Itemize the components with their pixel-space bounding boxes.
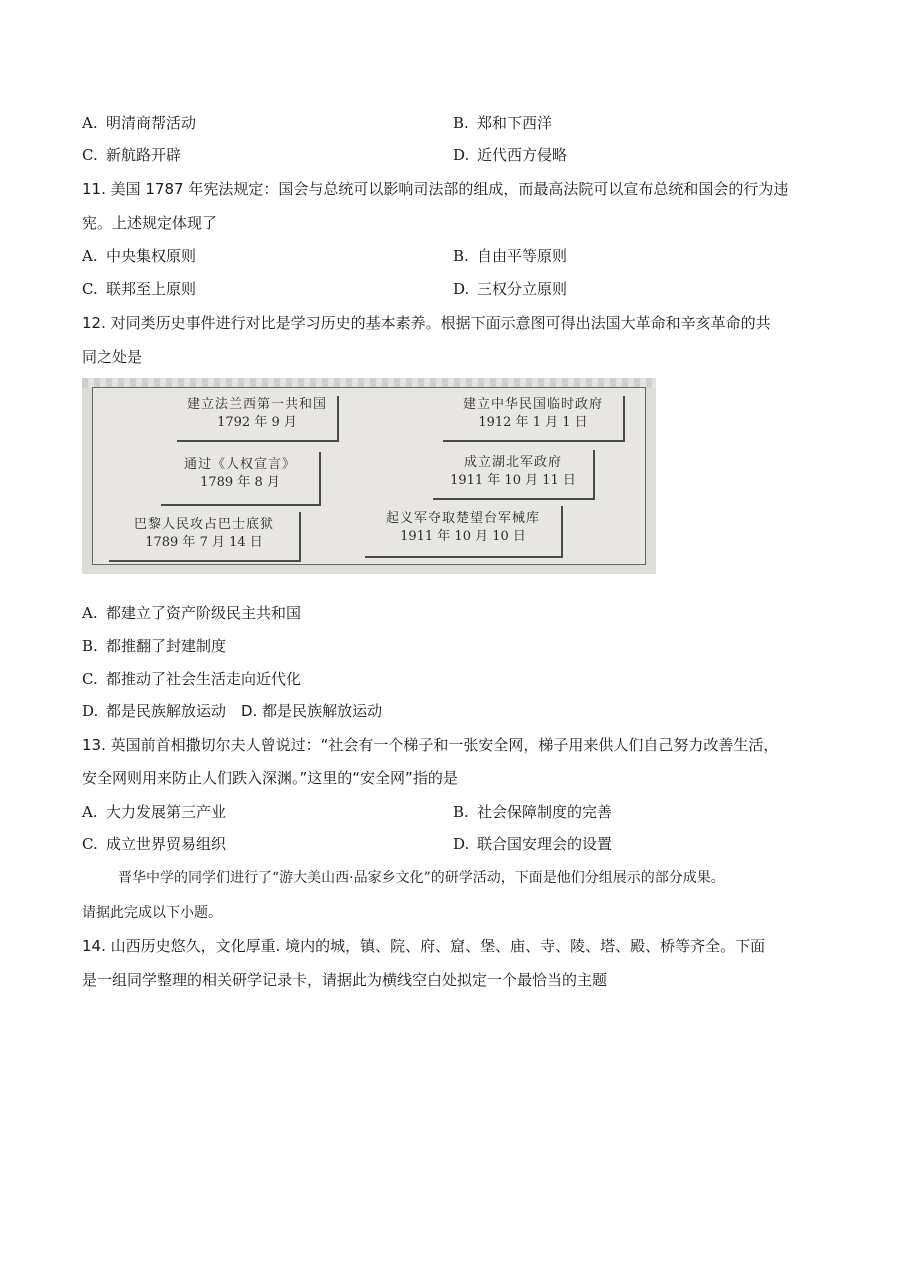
option-label: A. — [82, 803, 98, 821]
card-provisional-government — [443, 396, 625, 442]
card-title: 建立法兰西第一共和国 — [186, 397, 327, 412]
q12-option-b — [82, 636, 226, 656]
q11-option-c — [82, 279, 196, 299]
card-date: 1911 年 10 月 11 日 — [450, 473, 576, 488]
q11-stem-line2: 宪。上述规定体现了 — [82, 214, 218, 232]
card-title: 通过《人权宣言》 — [183, 457, 296, 472]
card-title: 起义军夺取楚望台军械库 — [385, 511, 540, 526]
option-label: A. — [82, 604, 98, 622]
q10-option-b — [453, 113, 552, 133]
q10-option-d — [453, 145, 567, 165]
option-text: 新航路开辟 — [106, 146, 182, 164]
card-title: 成立湖北军政府 — [463, 455, 562, 470]
q13-option-c — [82, 834, 226, 854]
option-label: D. — [453, 280, 470, 298]
card-bastille — [109, 512, 301, 562]
option-label: D. — [453, 146, 470, 164]
card-hubei-military-government — [433, 450, 595, 500]
option-label: C. — [82, 670, 98, 688]
q10-option-c — [82, 145, 181, 165]
card-date: 1789 年 8 月 — [200, 475, 280, 490]
option-text: 都是民族解放运动 D. 都是民族解放运动 — [106, 702, 383, 720]
option-text: 三权分立原则 — [477, 280, 568, 298]
option-text: 明清商帮活动 — [106, 114, 197, 132]
card-date: 1912 年 1 月 1 日 — [478, 415, 588, 430]
option-label: A. — [82, 247, 98, 265]
option-text: 社会保障制度的完善 — [477, 803, 613, 821]
q12-option-c — [82, 669, 301, 689]
option-text: 近代西方侵略 — [477, 146, 568, 164]
card-date: 1789 年 7 月 14 日 — [145, 535, 263, 550]
figure-frame — [92, 387, 646, 565]
option-label: C. — [82, 280, 98, 298]
option-text: 郑和下西洋 — [477, 114, 553, 132]
q13-option-a — [82, 802, 226, 822]
q14-stem-line2: 是一组同学整理的相关研学记录卡，请据此为横线空白处拟定一个最恰当的主题 — [82, 971, 608, 989]
q11-option-d — [453, 279, 567, 299]
option-label: A. — [82, 114, 98, 132]
q12-stem-line1: 12. 对同类历史事件进行对比是学习历史的基本素养。根据下面示意图可得出法国大革命和辛亥革命的共 — [82, 314, 771, 332]
option-text: 都建立了资产阶级民主共和国 — [106, 604, 302, 622]
q13-stem-line2: 安全网则用来防止人们跌入深渊。”这里的“安全网”指的是 — [82, 769, 458, 787]
q13-option-b — [453, 802, 612, 822]
card-title: 建立中华民国临时政府 — [462, 397, 603, 412]
q12-option-d — [82, 701, 382, 721]
option-label: D. — [453, 835, 470, 853]
option-label: D. — [82, 702, 99, 720]
card-french-republic — [177, 396, 339, 442]
option-label: B. — [82, 637, 98, 655]
option-text: 大力发展第三产业 — [106, 803, 227, 821]
option-text: 中央集权原则 — [106, 247, 197, 265]
option-text: 联邦至上原则 — [106, 280, 197, 298]
intro-line1: 晋华中学的同学们进行了“游大美山西·品家乡文化”的研学活动，下面是他们分组展示的部分成果。 — [118, 870, 725, 886]
option-text: 联合国安理会的设置 — [477, 835, 613, 853]
option-label: B. — [453, 247, 469, 265]
q10-option-a — [82, 113, 196, 133]
option-label: B. — [453, 114, 469, 132]
q11-stem-line1: 11. 美国 1787 年宪法规定：国会与总统可以影响司法部的组成，而最高法院可以宣布总统和国会的行为违 — [82, 180, 789, 198]
card-date: 1911 年 10 月 10 日 — [400, 529, 526, 544]
option-label: C. — [82, 835, 98, 853]
card-date: 1792 年 9 月 — [217, 415, 297, 430]
card-chuwangtai-armory — [365, 506, 563, 558]
q13-option-d — [453, 834, 612, 854]
card-rights-declaration — [161, 452, 321, 506]
option-label: B. — [453, 803, 469, 821]
intro-line2: 请据此完成以下小题。 — [82, 905, 222, 921]
option-label: C. — [82, 146, 98, 164]
q13-stem-line1: 13. 英国前首相撒切尔夫人曾说过：“社会有一个梯子和一张安全网，梯子用来供人们自己努力改善生活， — [82, 736, 779, 754]
option-text: 都推动了社会生活走向近代化 — [106, 670, 302, 688]
option-text: 成立世界贸易组织 — [106, 835, 227, 853]
card-title: 巴黎人民攻占巴士底狱 — [133, 517, 274, 532]
revolution-comparison-figure — [82, 378, 656, 574]
q12-option-a — [82, 603, 301, 623]
q14-stem-line1: 14. 山西历史悠久，文化厚重. 境内的城，镇、院、府、窟、堡、庙、寺、陵、塔、殿、桥等齐全。下面 — [82, 937, 766, 955]
q11-option-a — [82, 246, 196, 266]
q12-stem-line2: 同之处是 — [82, 348, 143, 366]
option-text: 自由平等原则 — [477, 247, 568, 265]
q11-option-b — [453, 246, 567, 266]
option-text: 都推翻了封建制度 — [106, 637, 227, 655]
